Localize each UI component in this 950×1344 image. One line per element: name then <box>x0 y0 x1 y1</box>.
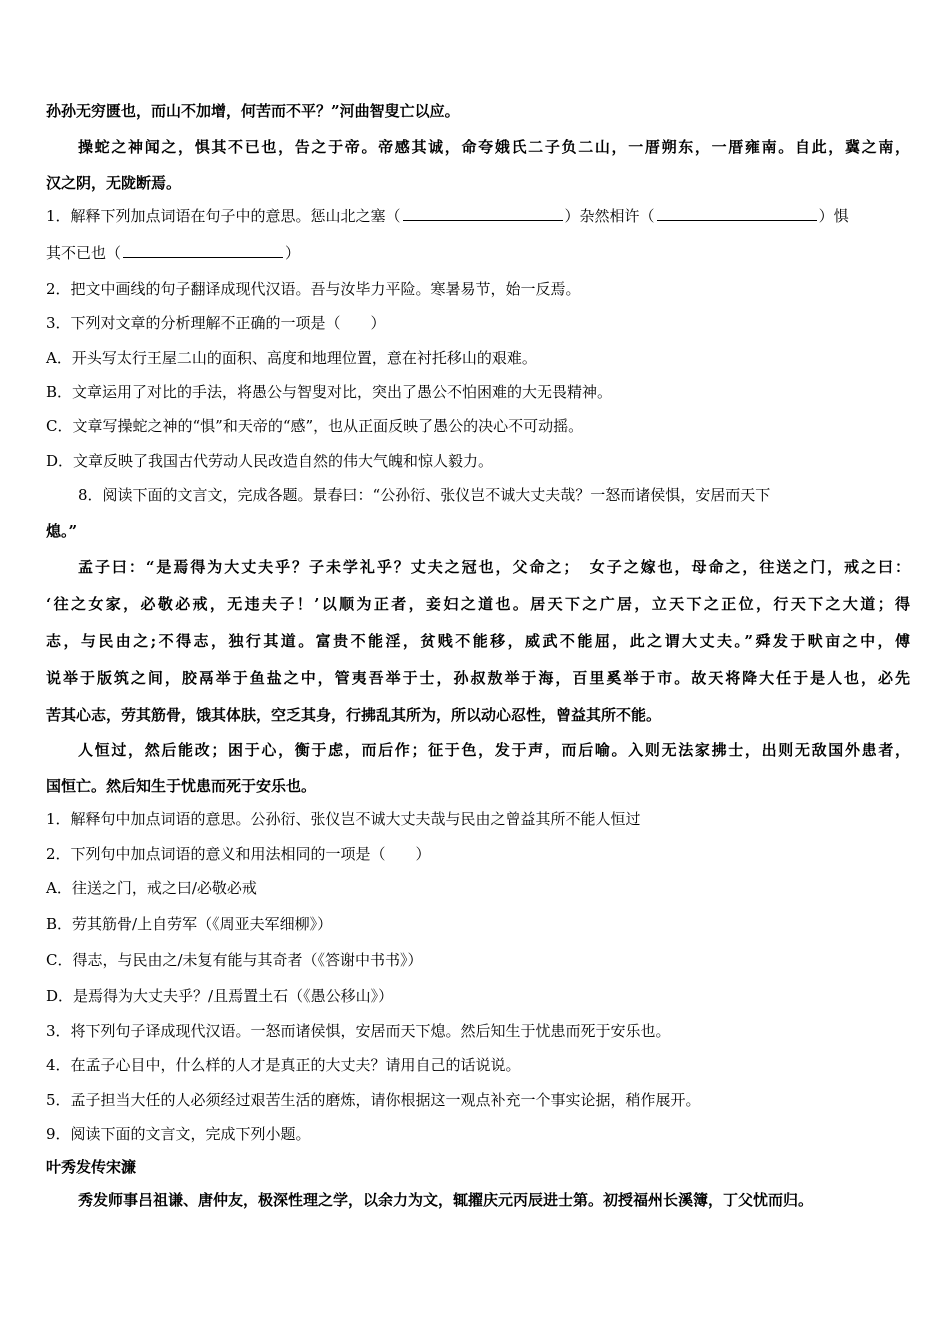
question-line <box>46 206 910 226</box>
option-line: B．劳其筋骨/上自劳军（《周亚夫军细柳》） <box>46 915 333 933</box>
option-line: C．文章写操蛇之神的“惧”和天帝的“感”，也从正面反映了愚公的决心不可动摇。 <box>46 417 584 435</box>
option-line: C．得志，与民由之/未复有能与其奇者（《答谢中书书》） <box>46 951 423 969</box>
text-line: 志，与民由之;不得志，独行其道。富贵不能淫，贫贱不能移，威武不能屈，此之谓大丈夫。”舜发于畎亩之中，傅 <box>46 632 910 650</box>
option-line: D．文章反映了我国古代劳动人民改造自然的伟大气魄和惊人毅力。 <box>46 452 494 470</box>
question-line: 4．在孟子心目中，什么样的人才是真正的大丈夫？请用自己的话说说。 <box>46 1056 521 1074</box>
question-text: ） <box>285 244 301 262</box>
text-line: 操蛇之神闻之，惧其不已也，告之于帝。帝感其诚，命夸娥氏二子负二山，一厝朔东，一厝雍南。自此，冀之南， <box>78 138 910 156</box>
option-line: D．是焉得为大丈夫乎？/且焉置土石（《愚公移山》） <box>46 987 394 1005</box>
text-line: 苦其心志，劳其筋骨，饿其体肤，空乏其身，行拂乱其所为，所以动心忍性，曾益其所不能。 <box>46 706 662 724</box>
text-line: 秀发师事吕祖谦、唐仲友，极深性理之学，以余力为文，辄擢庆元丙辰进士第。初授福州长溪簿，丁父忧而归。 <box>78 1191 814 1209</box>
passage-title: 叶秀发传宋濂 <box>46 1158 137 1176</box>
question-line: 9．阅读下面的文言文，完成下列小题。 <box>46 1125 311 1143</box>
question-line: 1．解释句中加点词语的意思。公孙衍、张仪岂不诚大丈夫哉与民由之曾益其所不能人恒过 <box>46 810 641 828</box>
question-line: 5．孟子担当大任的人必须经过艰苦生活的磨炼，请你根据这一观点补充一个事实论据，稍作展开。 <box>46 1091 701 1109</box>
text-line: 孟子曰：“是焉得为大丈夫乎？子未学礼乎？丈夫之冠也，父命之； 女子之嫁也，母命之，往送之门，戒之曰： <box>78 558 910 576</box>
question-line <box>46 243 910 263</box>
text-line: 说举于版筑之间，胶鬲举于鱼盐之中，管夷吾举于士，孙叔敖举于海，百里奚举于市。故天将降大任于是人也，必先 <box>46 669 910 687</box>
option-line: B．文章运用了对比的手法，将愚公与智叟对比，突出了愚公不怕困难的大无畏精神。 <box>46 383 613 401</box>
question-line: 3．将下列句子译成现代汉语。一怒而诸侯惧，安居而天下熄。然后知生于忧患而死于安乐也。 <box>46 1022 671 1040</box>
question-text: 1．解释下列加点词语在句子中的意思。惩山北之塞（ <box>46 207 401 225</box>
text-line: 国恒亡。然后知生于忧患而死于安乐也。 <box>46 777 317 795</box>
question-text: ）惧 <box>818 207 849 225</box>
text-line: 孙孙无穷匮也，而山不加增，何苦而不平？”河曲智叟亡以应。 <box>46 102 460 120</box>
answer-blank[interactable] <box>123 243 283 258</box>
question-line: 2．把文中画线的句子翻译成现代汉语。吾与汝毕力平险。寒暑易节，始一反焉。 <box>46 280 581 298</box>
text-line: 汉之阴，无陇断焉。 <box>46 174 182 192</box>
option-line: A．开头写太行王屋二山的面积、高度和地理位置，意在衬托移山的艰难。 <box>46 349 537 367</box>
text-line: ‘往之女家，必敬必戒，无违夫子！’以顺为正者，妾妇之道也。居天下之广居，立天下之正位，行天下之大道；得 <box>46 595 910 613</box>
answer-blank[interactable] <box>657 206 817 221</box>
question-line: 2．下列句中加点词语的意义和用法相同的一项是（ ） <box>46 845 431 863</box>
question-line: 3．下列对文章的分析理解不正确的一项是（ ） <box>46 314 386 332</box>
option-line: A．往送之门，戒之曰/必敬必戒 <box>46 879 257 897</box>
text-line: 人恒过，然后能改；困于心，衡于虑，而后作；征于色，发于声，而后喻。入则无法家拂士，出则无敌国外患者， <box>78 741 910 759</box>
question-text: ）杂然相许（ <box>564 207 655 225</box>
question-text: 其不已也（ <box>46 244 122 262</box>
text-line: 熄。” <box>46 522 78 540</box>
answer-blank[interactable] <box>403 206 563 221</box>
question-line: 8．阅读下面的文言文，完成各题。景春曰：“公孙衍、张仪岂不诚大丈夫哉？一怒而诸侯惧，安居而天下 <box>78 486 771 504</box>
